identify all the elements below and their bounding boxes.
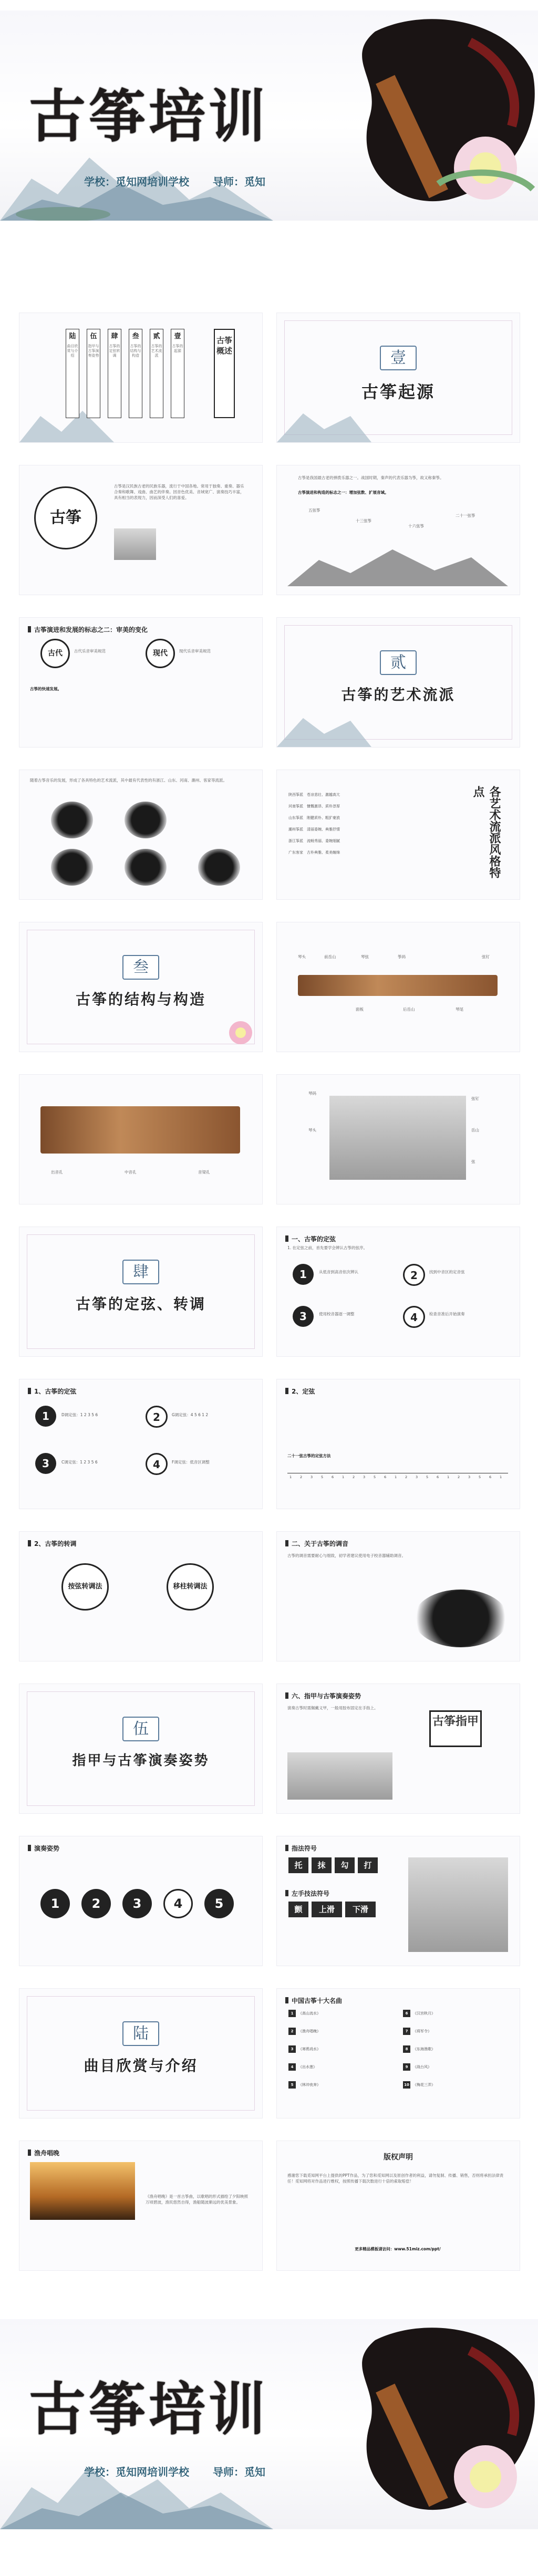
ruler-tick: 1 [342,1475,345,1479]
section-1-slide [276,313,520,443]
toc-item-5[interactable] [150,329,163,418]
step-5: 5 [204,1889,234,1918]
structure-label-2: 前岳山 [324,954,336,959]
tuning2-text-2: G调定弦：4 5 6 1 2 [172,1412,209,1417]
ink-school-3 [51,849,93,886]
school-label-4: 潮州筝派 [288,827,303,832]
section-6-slide [19,1988,263,2118]
structure-label-1: 琴头 [298,954,306,959]
mountain-range-graphic [287,544,508,586]
ruler-tick: 2 [300,1475,303,1479]
detail-slide [276,1074,520,1204]
schools-vertical-title: 各艺术流派风格特点 [471,786,501,878]
famous-item-7 [403,2028,513,2035]
school-label-1: 陕西筝派 [288,793,303,797]
tuning2-num-2: 2 [146,1406,168,1428]
closing-teacher-label: 导师：觅知 [212,2466,265,2478]
modulate2-heading: 二、关于古筝的调音 [285,1539,348,1548]
modulate-heading: 2、古筝的转调 [28,1539,76,1548]
famous-heading: 中国古筝十大名曲 [285,1996,342,2005]
detail-label-4: 岳山 [471,1128,479,1133]
structure-label-6: 后岳山 [403,1007,415,1012]
section-number [19,954,262,977]
famous-text-1: 《高山流水》 [298,2011,320,2016]
mountain-decoration [277,705,371,747]
school-label-3: 山东筝派 [288,816,303,820]
origin-label-2: 十三弦筝 [356,518,371,523]
schools-intro-slide [19,770,263,900]
nail-text: 演奏古筝时需佩戴义甲，一般用胶布固定在手指上。 [287,1706,378,1710]
step-4: 4 [163,1889,193,1918]
ink-school-2 [125,802,167,838]
section-num-1: 壹 [380,346,417,370]
step-3: 3 [122,1889,152,1918]
ruler-tick: 2 [405,1475,408,1479]
mountain-decoration [277,400,371,442]
ruler-tick: 3 [363,1475,366,1479]
famous-num-3: 3 [288,2045,296,2053]
origin-label-1: 五弦筝 [308,508,320,513]
tech-shanghua: 上滑 [312,1902,342,1917]
section-number [19,2020,262,2043]
lotus-decoration [222,1017,259,1048]
closing-title: 古筝培训 [29,2376,269,2443]
school-row-1 [288,791,399,798]
origin-label-3: 十六弦筝 [408,524,424,528]
step-2: 2 [81,1889,111,1918]
tuning-text-2: 找到中音区的定音弦 [429,1270,465,1274]
famous-num-6: 6 [403,2010,410,2017]
structure-label-3: 琴弦 [361,954,369,959]
famous-item-9 [403,2063,513,2071]
tuning-slide [276,1227,520,1357]
famous-text-3: 《寒鸦戏水》 [298,2047,320,2051]
toc-sub-4: 古筝的结构与构造 [130,344,141,358]
tuning2-text-3: C调定弦：1 2 3 5 6 [61,1460,98,1464]
tech-xiahua: 下滑 [345,1902,376,1917]
ink-school-1 [51,802,93,838]
toc-num-5: 贰 [153,333,160,340]
toc-num-4: 叁 [132,333,139,340]
tech-chan: 颤 [288,1902,308,1917]
toc-item-2[interactable] [87,329,100,418]
tuning2-text-4: F调定弦：低音区调整 [172,1460,210,1464]
famous-num-9: 9 [403,2063,410,2071]
toc-sub-1: 曲目欣赏与介绍 [67,344,78,358]
toc-sub-2: 指甲与古筝演奏姿势 [88,344,99,358]
modern-badge: 现代 [146,639,175,668]
hole-label-2: 中音孔 [125,1170,137,1175]
holes-slide [19,1074,263,1204]
cover-slide [0,11,538,221]
toc-item-4[interactable] [129,329,142,418]
famous-slide [276,1988,520,2118]
hole-label-3: 音梁孔 [198,1170,210,1175]
detail-label-2: 琴头 [308,1128,316,1133]
school-label: 学校：觅知网培训学校 [84,175,189,188]
ruler-tick: 3 [311,1475,313,1479]
ruler-tick: 6 [437,1475,439,1479]
tuning2-num-1: 1 [35,1406,56,1427]
ink-splash-decoration [312,11,538,221]
famous-item-4 [288,2063,399,2071]
section-title-2: 古筝的艺术流派 [341,686,456,703]
ruler-tick: 3 [416,1475,418,1479]
famous-num-10: 10 [403,2081,410,2089]
tuning-num-1: 1 [293,1264,314,1285]
detail-label-1: 琴码 [308,1091,316,1096]
guzheng-photo [114,528,156,560]
school-desc-1: 苍凉悲壮、激越高亢 [307,793,340,797]
change-heading: 古筝演进和发展的标志之二：审美的变化 [28,625,148,634]
tech-mo: 抹 [312,1857,332,1873]
section-number [19,1716,262,1739]
ruler-tick: 6 [384,1475,387,1479]
tuning-text-4: 检查音准后开始演奏 [429,1312,465,1316]
famous-text-5: 《林冲夜奔》 [298,2083,320,2087]
closing-subtitle [84,2464,285,2479]
school-label-5: 浙江筝派 [288,839,303,843]
nail-heading: 六、指甲与古筝演奏姿势 [285,1691,361,1700]
school-row-6 [288,849,399,856]
origin-slide [276,465,520,595]
famous-num-2: 2 [288,2028,296,2035]
ruler-tick: 5 [321,1475,324,1479]
famous-item-8 [403,2045,513,2053]
origin-label-4: 二十一弦筝 [456,513,475,518]
tuning-num-4: 4 [403,1306,425,1328]
ink-guzheng-graphic [413,1590,508,1647]
fingering-heading-2: 左手技法符号 [285,1889,329,1898]
famous-item-3 [288,2045,399,2053]
fingering-slide [276,1836,520,1966]
section-num-5: 伍 [122,1717,159,1741]
ruler-tick: 5 [426,1475,429,1479]
ruler-tick: 2 [353,1475,355,1479]
closing-school-label: 学校：觅知网培训学校 [84,2466,189,2478]
detail-label-3: 弦钉 [471,1096,479,1101]
closing-slide [0,2319,538,2529]
origin-text: 古筝是我国最古老的弹拨乐器之一。战国时期，秦声的代表乐器为筝，故又称秦筝。 [298,475,444,480]
intro-text: 古筝是汉民族古老的民族乐器，流行于中国各地。常用于独奏、重奏、器乐合奏和歌舞、戏曲、曲艺的伴奏。因音色优美、音域宽广、演奏技巧丰富，具有相当的表现力，因而深受人们的喜爱。 [114,484,244,500]
toc-sub-6: 古筝的起源 [172,344,183,353]
toc-sub-3: 古筝的定弦转调 [109,344,120,358]
section-title-6: 曲目欣赏与介绍 [84,2057,198,2074]
tuning2-num-4: 4 [146,1453,168,1475]
modulate-item-2: 移柱转调法 [167,1563,214,1611]
cover-title: 古筝培训 [29,84,269,150]
song-slide [19,2141,263,2271]
string-ruler [287,1473,508,1482]
ruler-tick: 1 [500,1475,502,1479]
school-label-6: 广东客家 [288,850,303,855]
toc-slide [19,313,263,443]
guzheng-detail-photo [329,1096,466,1180]
teacher-label: 导师：觅知 [212,175,265,188]
copyright-link[interactable]: 更多精品模板请访问：www.51miz.com/ppt/ [355,2247,441,2251]
ruler-tick: 6 [489,1475,492,1479]
toc-num-1: 陆 [69,333,76,340]
toc-num-3: 肆 [111,333,118,340]
ancient-badge: 古代 [40,639,70,668]
famous-text-8: 《东海渔歌》 [413,2047,435,2051]
modern-text: 现代乐音审美规范 [179,649,211,653]
ruler-tick: 2 [458,1475,460,1479]
sunset-boat-photo [30,2162,135,2220]
tuning-text-1: 从低音到高音依次辨认 [319,1270,358,1274]
hole-label-1: 出音孔 [51,1170,63,1175]
famous-item-2 [288,2028,399,2035]
schools-intro-text: 随着古筝音乐的发展，形成了各具特色的艺术流派，其中最有代表性的有浙江、山东、河南、潮州、客家等流派。 [30,778,227,783]
section-2-slide [276,617,520,747]
intro-slide [19,465,263,595]
section-num-6: 陆 [122,2021,159,2046]
structure-label-4: 筝码 [398,954,406,959]
school-desc-5: 流畅秀丽、委婉细腻 [307,839,340,843]
school-desc-6: 古朴典雅、柔美缠绵 [307,850,340,855]
slide-frame [27,930,255,1044]
section-title-1: 古筝起源 [361,382,435,402]
structure-label-8: 弦钉 [482,954,490,959]
song-heading: 渔舟唱晚 [28,2148,59,2157]
toc-item-1[interactable] [66,329,79,418]
ruler-tick: 5 [374,1475,376,1479]
copyright-slide [276,2141,520,2271]
school-row-2 [288,803,399,810]
tuning2-slide [19,1379,263,1509]
famous-item-5 [288,2081,399,2089]
famous-num-7: 7 [403,2028,410,2035]
ink-school-4 [125,849,167,886]
section-3-slide [19,922,263,1052]
copyright-text: 感谢您下载觅知网平台上提供的PPT作品，为了您和觅知网以及原创作者的利益，请勿复制、传播、销售，否则将承担法律责任！觅知网将对作品进行维权，按照传播下载次数进行十倍的索取赔偿！ [287,2173,504,2184]
tuning2-num-3: 3 [35,1453,56,1474]
schools-slide [276,770,520,900]
tuning3-slide [276,1379,520,1509]
toc-num-6: 壹 [174,333,181,340]
famous-text-2: 《渔舟唱晚》 [298,2029,320,2033]
song-text: 《渔舟唱晚》是一首古筝曲，以歌唱的形式描绘了夕阳映照万顷碧波，渔民悠然自得，渔船随波渐远的优美景象。 [146,2194,248,2205]
cover-subtitle [84,173,285,189]
school-desc-4: 清丽委婉、典雅抒情 [307,827,340,832]
section-num-3: 叁 [122,955,159,980]
nail-badge: 古筝指甲 [429,1710,482,1747]
section-num-4: 肆 [122,1260,159,1284]
change-footer-title: 古筝的快速发展。 [30,687,61,691]
school-row-3 [288,814,399,822]
nail-slide [276,1684,520,1814]
ink-school-5 [198,849,240,886]
school-desc-3: 刚健质朴、粗犷豪放 [307,816,340,820]
toc-item-6[interactable] [171,329,184,418]
ruler-tick: 1 [395,1475,397,1479]
famous-item-6 [403,2010,513,2017]
section-4-slide [19,1227,263,1357]
guzheng-back-image [40,1106,240,1154]
ancient-text: 古代乐音审美规范 [74,649,106,653]
famous-num-5: 5 [288,2081,296,2089]
tuning-intro: 1. 在定弦之前，首先要学会辨认古筝的弦序。 [287,1245,368,1250]
slide-frame [27,1234,255,1349]
toc-item-3[interactable] [108,329,121,418]
ruler-tick: 1 [447,1475,450,1479]
slide-frame [27,1996,255,2111]
famous-num-1: 1 [288,2010,296,2017]
famous-num-8: 8 [403,2045,410,2053]
slide-frame [27,1691,255,1806]
school-desc-2: 慷慨激昂、质朴淳厚 [307,804,340,808]
tuning2-heading: 1、古筝的定弦 [28,1387,76,1396]
tuning-text-3: 使用校音器逐一调整 [319,1312,355,1316]
tuning-num-3: 3 [293,1306,314,1327]
structure-label-7: 琴尾 [456,1007,463,1012]
step-1: 1 [40,1889,70,1918]
ruler-tick: 5 [479,1475,481,1479]
famous-text-6: 《汉宫秋月》 [413,2011,435,2016]
section-title-3: 古筝的结构与构造 [75,991,206,1008]
hands-photo [408,1857,508,1952]
tech-gou: 勾 [335,1857,355,1873]
section-num-2: 贰 [380,650,417,675]
origin-heading: 古筝演进和构造的标志之一：增加弦数、扩展音域。 [298,490,389,495]
copyright-title: 版权声明 [384,2153,413,2162]
famous-text-4: 《出水莲》 [298,2065,317,2069]
ruler-tick: 6 [332,1475,334,1479]
nail-photo [287,1752,392,1800]
tuning-num-2: 2 [403,1264,425,1286]
tech-tuo: 托 [288,1857,308,1873]
school-row-5 [288,837,399,845]
school-label-2: 河南筝派 [288,804,303,808]
fingering-heading: 指法符号 [285,1844,317,1853]
tuning-heading: 一、古筝的定弦 [285,1234,336,1243]
famous-num-4: 4 [288,2063,296,2071]
modulate-item-1: 按弦转调法 [61,1563,109,1611]
famous-item-10 [403,2081,513,2089]
famous-item-1 [288,2010,399,2017]
ruler-tick: 3 [468,1475,471,1479]
steps-slide [19,1836,263,1966]
school-row-4 [288,826,399,833]
section-number [277,345,520,368]
tuning3-line: 二十一弦古筝的定弦方法 [287,1453,331,1458]
intro-word: 古筝 [34,486,97,549]
modulate2-text: 古筝的调音需要耐心与细致，初学者建议使用电子校音器辅助调音。 [287,1553,406,1558]
section-5-slide [19,1684,263,1814]
ink-splash-decoration [312,2319,538,2529]
famous-text-9: 《战台风》 [413,2065,431,2069]
famous-text-7: 《将军令》 [413,2029,431,2033]
toc-sub-5: 古筝的艺术流派 [151,344,162,358]
tuning2-text-1: D调定弦：1 2 3 5 6 [61,1412,98,1417]
ruler-tick: 1 [289,1475,292,1479]
tech-da: 打 [358,1857,378,1873]
section-title-4: 古筝的定弦、转调 [75,1295,206,1313]
toc-main-title: 古筝概述 [214,329,235,418]
section-title-5: 指甲与古筝演奏姿势 [72,1753,210,1769]
toc-num-2: 伍 [90,333,97,340]
modulate2-slide [276,1531,520,1661]
steps-heading: 演奏姿势 [28,1844,59,1853]
detail-label-5: 弦 [471,1159,475,1164]
tuning3-heading: 2、定弦 [285,1387,315,1396]
structure-slide [276,922,520,1052]
section-number [277,649,520,672]
change-slide [19,617,263,747]
section-number [19,1259,262,1282]
structure-label-5: 面板 [356,1007,364,1012]
famous-text-10: 《梅花三弄》 [413,2083,435,2087]
modulate-slide [19,1531,263,1661]
guzheng-diagram [298,975,498,996]
